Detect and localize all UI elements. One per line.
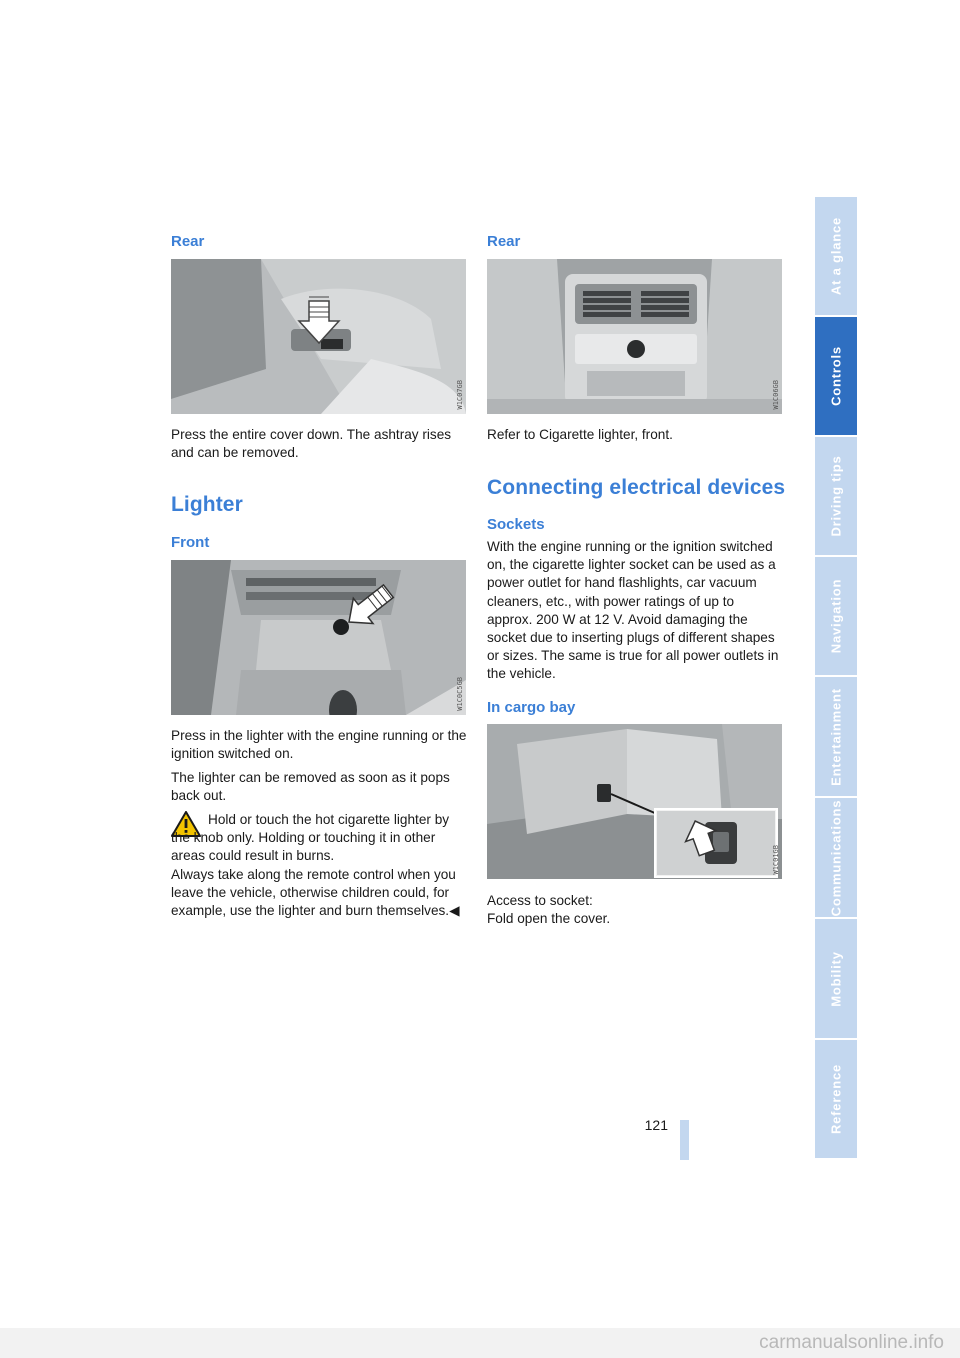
- sockets-text: With the engine running or the ignition switched on, the cigarette lighter socket can be used as a power outlet for hand flashlights, car vacuum cleaners, etc., with power ratings of up to approx. 200 W at 12 V. Avoid damaging the socket due to inserting plugs of different shapes or sizes. The same is true for all power outlets in the vehicle.: [487, 539, 779, 682]
- footer-watermark-bar: [0, 1328, 960, 1358]
- rear-ashtray-heading: Rear: [171, 233, 205, 250]
- photo-code: W1C01GB: [772, 845, 780, 875]
- connecting-devices-heading: Connecting electrical devices: [487, 476, 786, 499]
- rear-lighter-photo: [487, 259, 782, 414]
- tab-mobility[interactable]: Mobility: [815, 919, 857, 1040]
- rear-ashtray-illustration: [171, 259, 466, 414]
- cargo-bay-illustration: [487, 724, 782, 879]
- sockets-heading: Sockets: [487, 516, 545, 533]
- page-number-bar: [680, 1120, 689, 1160]
- lighter-heading: Lighter: [171, 493, 243, 516]
- chapter-tabs: [815, 197, 857, 1160]
- tab-driving-tips[interactable]: Driving tips: [815, 437, 857, 557]
- cargo-bay-text-2: Fold open the cover.: [487, 911, 611, 926]
- front-lighter-photo: [171, 560, 466, 715]
- front-lighter-text-2: The lighter can be removed as soon as it pops back out.: [171, 770, 450, 804]
- tab-navigation[interactable]: Navigation: [815, 557, 857, 677]
- rear-lighter-text: Refer to Cigarette lighter, front.: [487, 427, 673, 442]
- photo-code: W1C06GB: [772, 380, 780, 410]
- warning-text-1: Hold or touch the hot cigarette lighter by the knob only. Holding or touching it in other areas could result in burns.: [171, 812, 450, 864]
- front-lighter-illustration: [171, 560, 466, 715]
- rear-lighter-illustration: [487, 259, 782, 414]
- end-mark-icon: ◀: [449, 903, 460, 919]
- tab-communications[interactable]: Communications: [815, 798, 857, 919]
- rear-ashtray-photo: [171, 259, 466, 414]
- rear-ashtray-text: Press the entire cover down. The ashtray rises and can be removed.: [171, 427, 452, 461]
- cargo-bay-photo: [487, 724, 782, 879]
- rear-lighter-heading: Rear: [487, 233, 521, 250]
- warning-text-2: Always take along the remote control when you leave the vehicle, otherwise children could, for example, use the lighter and burn themselves.◀: [171, 867, 460, 919]
- tab-at-a-glance[interactable]: At a glance: [815, 197, 857, 317]
- cargo-bay-text-1: Access to socket:: [487, 893, 593, 908]
- front-lighter-heading: Front: [171, 534, 210, 551]
- cargo-bay-heading: In cargo bay: [487, 699, 576, 716]
- photo-code: W1C0C5GB: [456, 677, 464, 711]
- page-number: 121: [644, 1117, 668, 1133]
- photo-code: W1C07GB: [456, 380, 464, 410]
- tab-entertainment[interactable]: Entertainment: [815, 677, 857, 798]
- tab-controls[interactable]: Controls: [815, 317, 857, 437]
- tab-reference[interactable]: Reference: [815, 1040, 857, 1160]
- footer-watermark[interactable]: carmanualsonline.info: [759, 1332, 944, 1353]
- front-lighter-text-1: Press in the lighter with the engine running or the ignition switched on.: [171, 728, 467, 762]
